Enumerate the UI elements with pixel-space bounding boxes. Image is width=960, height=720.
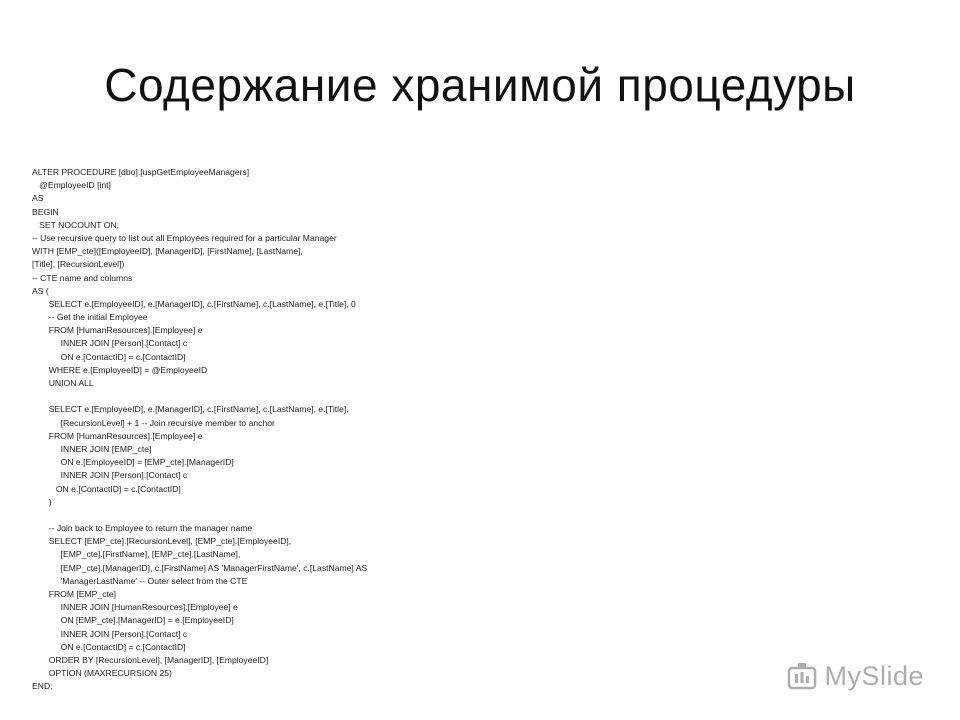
code-line: 'ManagerLastName' -- Outer select from the CTE xyxy=(32,575,248,586)
code-line: ON e.[ContactID] = c.[ContactID] xyxy=(32,641,186,652)
code-line: @EmployeeID [int] xyxy=(32,180,111,191)
slide-title: Содержание хранимой процедуры xyxy=(104,59,856,111)
code-line: [EMP_cte].[FirstName], [EMP_cte].[LastName], xyxy=(32,549,241,560)
code-line: ALTER PROCEDURE [dbo].[uspGetEmployeeManagers] xyxy=(32,167,250,177)
code-line: OPTION (MAXRECURSION 25) xyxy=(32,668,172,679)
code-line: ON e.[ContactID] = c.[ContactID] xyxy=(32,483,181,494)
code-line: SET NOCOUNT ON; xyxy=(32,219,120,230)
code-line: ON e.[EmployeeID] = [EMP_cte].[ManagerID] xyxy=(32,457,234,468)
code-line: [EMP_cte].[ManagerID], c.[FirstName] AS 'ManagerFirstName', c.[LastName] AS xyxy=(32,562,368,573)
code-line: -- Join back to Employee to return the manager name xyxy=(32,523,253,534)
code-line: AS xyxy=(32,193,44,204)
code-line: INNER JOIN [HumanResources].[Employee] e xyxy=(32,602,238,613)
myslide-logo-icon xyxy=(786,662,818,692)
code-line: INNER JOIN [Person].[Contact] c xyxy=(32,628,188,639)
code-line: FROM [HumanResources].[Employee] e xyxy=(32,430,203,441)
code-line: END; xyxy=(32,681,53,692)
code-line: BEGIN xyxy=(32,206,59,217)
watermark-text: MySlide xyxy=(824,661,924,691)
code-line: ON e.[ContactID] = c.[ContactID] xyxy=(32,351,186,362)
code-line: -- CTE name and columns xyxy=(32,272,133,283)
stored-procedure-code xyxy=(32,166,752,694)
code-line: [Title], [RecursionLevel]) xyxy=(32,259,125,270)
code-line: -- Get the initial Employee xyxy=(32,312,148,323)
code-line: INNER JOIN [Person].[Contact] c xyxy=(32,338,188,349)
myslide-watermark xyxy=(786,661,924,692)
code-line xyxy=(32,509,752,522)
code-line: SELECT [EMP_cte].[RecursionLevel], [EMP_cte].[EmployeeID], xyxy=(32,536,292,547)
code-line: FROM [HumanResources].[Employee] e xyxy=(32,325,203,336)
code-line: FROM [EMP_cte] xyxy=(32,589,117,599)
code-line: ON [EMP_cte].[ManagerID] = e.[EmployeeID] xyxy=(32,615,234,626)
code-line: INNER JOIN [Person].[Contact] c xyxy=(32,470,188,481)
code-line: WITH [EMP_cte]([EmployeeID], [ManagerID], [FirstName], [LastName], xyxy=(32,246,303,257)
code-line: WHERE e.[EmployeeID] = @EmployeeID xyxy=(32,364,208,375)
code-line: -- Use recursive query to list out all Employees required for a particular Manager xyxy=(32,232,337,243)
code-line xyxy=(32,390,752,403)
code-line: SELECT e.[EmployeeID], e.[ManagerID], c.[FirstName], c.[LastName], e.[Title], xyxy=(32,404,349,415)
code-line: SELECT e.[EmployeeID], e.[ManagerID], c.[FirstName], c.[LastName], e.[Title], 0 xyxy=(32,298,356,309)
code-line: [RecursionLevel] + 1 -- Join recursive member to anchor xyxy=(32,417,275,428)
code-line: ) xyxy=(32,496,52,507)
code-line: UNION ALL xyxy=(32,378,94,388)
code-line: INNER JOIN [EMP_cte] xyxy=(32,443,152,454)
code-line: AS ( xyxy=(32,285,49,296)
code-line: ORDER BY [RecursionLevel], [ManagerID], [EmployeeID] xyxy=(32,654,269,665)
